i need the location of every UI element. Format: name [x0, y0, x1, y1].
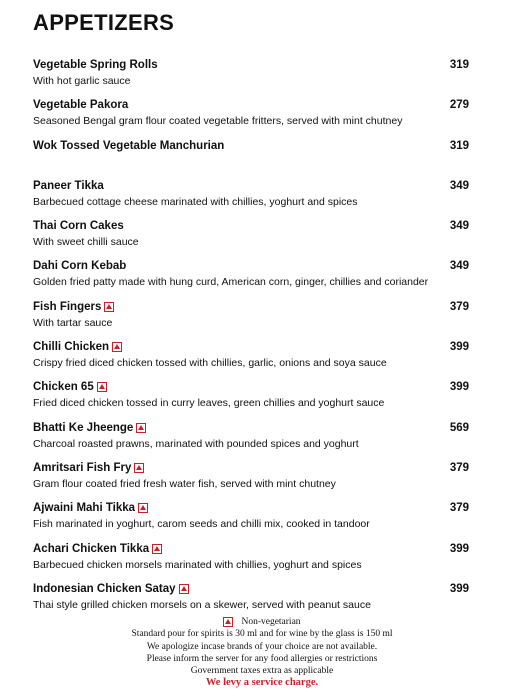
menu-item-name	[33, 341, 122, 353]
menu-item-price: 379	[449, 502, 469, 515]
menu-item-description: Barbecued chicken morsels marinated with chillies, yoghurt and spices	[33, 558, 362, 571]
menu-item-price: 569	[449, 421, 469, 434]
menu-item-header	[33, 340, 469, 354]
menu-item	[33, 501, 469, 541]
menu-item-header	[33, 179, 469, 193]
menu-item-name-text: Indonesian Chicken Satay	[33, 582, 176, 595]
menu-item-name	[33, 140, 224, 152]
menu-item-description: With tartar sauce	[33, 316, 113, 329]
menu-item-header	[33, 461, 469, 475]
menu-item	[33, 98, 469, 138]
menu-item	[33, 300, 469, 340]
menu-item-price: 399	[449, 341, 469, 354]
menu-item-price: 279	[449, 99, 469, 112]
menu-item-description: Gram flour coated fried fresh water fish, served with mint chutney	[33, 477, 336, 490]
menu-footer	[0, 616, 524, 690]
service-charge-note: We levy a service charge.	[205, 677, 319, 689]
menu-item-name-text: Fish Fingers	[33, 300, 102, 313]
footer-note-pour: Standard pour for spirits is 30 ml and for wine by the glass is 150 ml	[131, 629, 393, 640]
menu-item	[33, 542, 469, 582]
menu-item-description: Fried diced chicken tossed in curry leaves, green chillies and yoghurt sauce	[33, 397, 385, 410]
menu-item-name	[33, 422, 146, 434]
footer-note-allergies: Please inform the server for any food allergies or restrictions	[146, 653, 378, 664]
menu-item-description: Crispy fried diced chicken tossed with chillies, garlic, onions and soya sauce	[33, 357, 387, 370]
menu-item-description: Thai style grilled chicken morsels on a skewer, served with peanut sauce	[33, 598, 371, 611]
menu-items-list	[33, 58, 469, 622]
menu-item	[33, 340, 469, 380]
menu-item-price: 399	[449, 582, 469, 595]
menu-item-name	[33, 59, 158, 71]
menu-item-price: 319	[449, 59, 469, 71]
nonveg-legend-label: Non-vegetarian	[241, 617, 301, 627]
menu-item-price: 399	[449, 381, 469, 394]
menu-item-name-text: Amritsari Fish Fry	[33, 461, 132, 474]
menu-item-header	[33, 300, 469, 314]
menu-item-header	[33, 98, 469, 112]
nonveg-icon	[138, 503, 148, 513]
menu-item-header	[33, 582, 469, 596]
menu-item-price: 379	[449, 461, 469, 474]
menu-item-description: With hot garlic sauce	[33, 75, 131, 87]
menu-item-description: Golden fried patty made with hung curd, American corn, ginger, chillies and coriander	[33, 276, 429, 289]
menu-item-name-text: Thai Corn Cakes	[33, 220, 124, 233]
nonveg-icon	[179, 584, 189, 594]
menu-item-name-text: Ajwaini Mahi Tikka	[33, 502, 136, 515]
menu-item-description: Fish marinated in yoghurt, carom seeds and chilli mix, cooked in tandoor	[33, 518, 370, 531]
menu-item-name	[33, 301, 114, 313]
menu-item-name-text: Paneer Tikka	[33, 179, 104, 192]
nonveg-icon	[223, 617, 233, 627]
menu-item-name-text: Bhatti Ke Jheenge	[33, 421, 134, 434]
menu-item-header	[33, 58, 469, 72]
menu-item-header	[33, 380, 469, 394]
menu-item-header	[33, 139, 469, 153]
menu-item	[33, 380, 469, 420]
menu-item-name-text: Chilli Chicken	[33, 341, 110, 354]
menu-item	[33, 421, 469, 461]
menu-item	[33, 219, 469, 259]
menu-item-name-text: Vegetable Spring Rolls	[33, 59, 158, 71]
menu-item-name	[33, 583, 189, 595]
menu-item-header	[33, 501, 469, 515]
menu-item-name	[33, 462, 144, 474]
menu-item-name-text: Wok Tossed Vegetable Manchurian	[33, 139, 225, 152]
menu-section-title: APPETIZERS	[33, 10, 175, 35]
menu-item-price: 349	[449, 220, 469, 233]
menu-item	[33, 179, 469, 219]
menu-item-header	[33, 542, 469, 556]
nonveg-icon	[104, 302, 114, 312]
nonveg-legend	[0, 616, 524, 628]
menu-item-name-text: Achari Chicken Tikka	[33, 542, 150, 555]
menu-item-price: 349	[449, 260, 469, 273]
menu-item-name	[33, 381, 107, 393]
menu-item-name	[33, 502, 148, 514]
menu-item-price: 379	[449, 300, 469, 313]
menu-item-name-text: Chicken 65	[33, 381, 94, 394]
menu-item	[33, 139, 469, 179]
menu-item-name	[33, 180, 104, 192]
menu-item-price: 319	[449, 139, 469, 152]
footer-note-taxes: Government taxes extra as applicable	[190, 666, 334, 677]
menu-item-name-text: Vegetable Pakora	[33, 99, 129, 112]
menu-item-description: Charcoal roasted prawns, marinated with pounded spices and yoghurt	[33, 437, 359, 450]
nonveg-icon	[112, 342, 122, 352]
menu-item-header	[33, 219, 469, 233]
menu-item	[33, 461, 469, 501]
nonveg-icon	[136, 423, 146, 433]
menu-item-description: With sweet chilli sauce	[33, 236, 139, 249]
menu-item-price: 399	[449, 542, 469, 555]
menu-item-header	[33, 259, 469, 273]
menu-item-name	[33, 99, 128, 111]
menu-item-name-text: Dahi Corn Kebab	[33, 260, 127, 273]
nonveg-icon	[97, 382, 107, 392]
nonveg-icon	[152, 544, 162, 554]
menu-item-header	[33, 421, 469, 435]
menu-item-description: Seasoned Bengal gram flour coated vegetable fritters, served with mint chutney	[33, 115, 403, 128]
nonveg-icon	[134, 463, 144, 473]
menu-item-name	[33, 220, 124, 232]
menu-item-price: 349	[449, 179, 469, 192]
menu-item-name	[33, 543, 162, 555]
menu-item-name	[33, 260, 126, 272]
footer-note-brands: We apologize incase brands of your choice are not available.	[146, 641, 378, 652]
menu-item	[33, 259, 469, 299]
menu-item	[33, 58, 469, 98]
menu-item-description: Barbecued cottage cheese marinated with chillies, yoghurt and spices	[33, 195, 358, 208]
